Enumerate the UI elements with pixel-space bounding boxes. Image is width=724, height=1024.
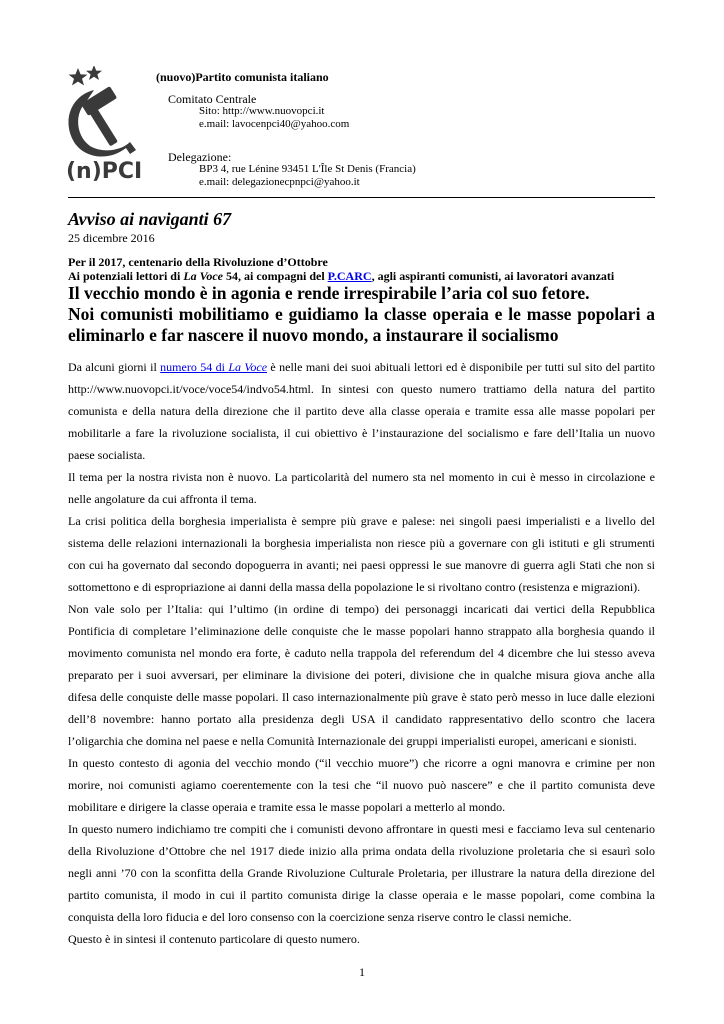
subtitle-2-part1: Ai potenziali lettori di	[68, 269, 184, 283]
subtitle-2-part3: , agli aspiranti comunisti, ai lavoratori avanzati	[371, 269, 615, 283]
article-body	[68, 356, 655, 950]
pcarc-link[interactable]: P.CARC	[327, 269, 372, 283]
headline-line-2: Noi comunisti mobilitiamo e guidiamo la classe operaia e le masse popolari a eliminarlo e far nascere il nuovo mondo, a instaurare il socialismo	[68, 304, 655, 345]
headline-line-1: Il vecchio mondo è in agonia e rende irrespirabile l’aria col suo fetore.	[68, 283, 590, 303]
paragraph-4: Non vale solo per l’Italia: qui l’ultimo (in ordine di tempo) dei personaggi incaricati dai vertici della Repubblica Pontificia di completare l’eliminazione delle conquiste che le masse popolari hanno strappato alla borghesia quando il movimento comunista nel mondo era forte, è caduto nella trappola del referendum del 4 dicembre che lui stesso aveva preparato per i suoi avversari, per eliminare la divisione dei poteri, divisione che in qualche misura giova anche alla difesa delle conquiste delle masse popolari. Il caso internazionalmente più grave è stato però messo in luce dalle elezioni dell’8 novembre: hanno portato alla presidenza degli USA il candidato rappresentativo dello scontro che lacera l’oligarchia che domina nel paese e nella Comunità Internazionale dei gruppi imperialisti europei, americani e sionisti.	[68, 602, 655, 748]
address-line: BP3 4, rue Lénine 93451 L'Île St Denis (Francia)	[199, 163, 416, 175]
paragraph-2: Il tema per la nostra rivista non è nuovo. La particolarità del numero sta nel momento in cui è messo in circolazione e nelle angolature da cui affronta il tema.	[68, 470, 655, 506]
paragraph-5: In questo contesto di agonia del vecchio mondo (“il vecchio muore”) che ricorre a ogni manovra e crimine per non morire, noi comunisti agiamo coerentemente con la tesi che “il nuovo può nascere” e che il partito comunista deve mobilitare e dirigere la classe operaia e tramite essa le masse popolari a metterlo al mondo.	[68, 756, 655, 814]
subtitle-2	[68, 269, 614, 284]
headline	[68, 283, 655, 346]
document-title: Avviso ai naviganti 67	[68, 209, 232, 229]
org-name: (nuovo)Partito comunista italiano	[156, 70, 329, 84]
delegation-email-line: e.mail: delegazionecpnpci@yahoo.it	[199, 176, 360, 188]
subtitle-2-journal: La Voce	[183, 269, 223, 283]
paragraph-1	[68, 356, 655, 466]
paragraph-6: In questo numero indichiamo tre compiti che i comunisti devono affrontare in questi mesi e facciamo leva sul centenario della Rivoluzione d’Ottobre che nel 1917 diede inizio alla prima ondata della rivoluzione proletaria che si esaurì solo negli anni ’70 con la sconfitta della Grande Rivoluzione Culturale Proletaria, per illustrare la natura della direzione del partito comunista, il modo in cui il partito comunista dirige la classe operaia e le masse popolari, come combina la conquista della loro fiducia e del loro consenso con la coercizione senza riserve contro le classi nemiche.	[68, 822, 655, 924]
issue-54-link-journal: La Voce	[228, 360, 268, 374]
site-line: Sito: http://www.nuovopci.it	[199, 105, 325, 117]
party-logo-hammer-sickle-icon	[64, 66, 146, 184]
issue-54-link[interactable]	[160, 360, 267, 374]
logo-text: (n)PCI	[66, 159, 143, 184]
header-divider	[68, 197, 655, 198]
email-line: e.mail: lavocenpci40@yahoo.com	[199, 118, 350, 130]
subtitle-2-part2: 54, ai compagni del	[222, 269, 328, 283]
committee-label: Comitato Centrale	[168, 92, 257, 106]
issue-54-link-text: numero 54 di	[160, 360, 229, 374]
paragraph-7: Questo è in sintesi il contenuto particolare di questo numero.	[68, 932, 360, 946]
paragraph-1-rest: è nelle mani dei suoi abituali lettori ed è disponibile per tutti sul sito del partito http://www.nuovopci.it/voce/voce54/indvo54.html. In sintesi con questo numero trattiamo della natura del partito comunista e della natura della direzione che il partito deve alla classe operaia e tramite essa alle masse popolari per mobilitarle a fare la rivoluzione socialista, il cui obiettivo è l’instaurazione del socialismo e fare dell’Italia un nuovo paese socialista.	[68, 360, 656, 462]
paragraph-3: La crisi politica della borghesia imperialista è sempre più grave e palese: nei singoli paesi imperialisti e a livello del sistema delle relazioni internazionali la borghesia imperialista non riesce più a governare con gli istituti e gli strumenti con cui ha governato dal secondo dopoguerra in avanti; nei paesi oppressi le sue manovre di guerra agli Stati che non si sottomettono e di espropriazione ai danni della massa della popolazione le si rivoltano contro (resistenza e migrazioni).	[68, 514, 655, 594]
page-number: 1	[359, 965, 365, 979]
delegation-label: Delegazione:	[168, 150, 232, 164]
subtitle-1: Per il 2017, centenario della Rivoluzione d’Ottobre	[68, 255, 328, 269]
document-date: 25 dicembre 2016	[68, 231, 155, 245]
paragraph-1-start: Da alcuni giorni il	[68, 360, 161, 374]
